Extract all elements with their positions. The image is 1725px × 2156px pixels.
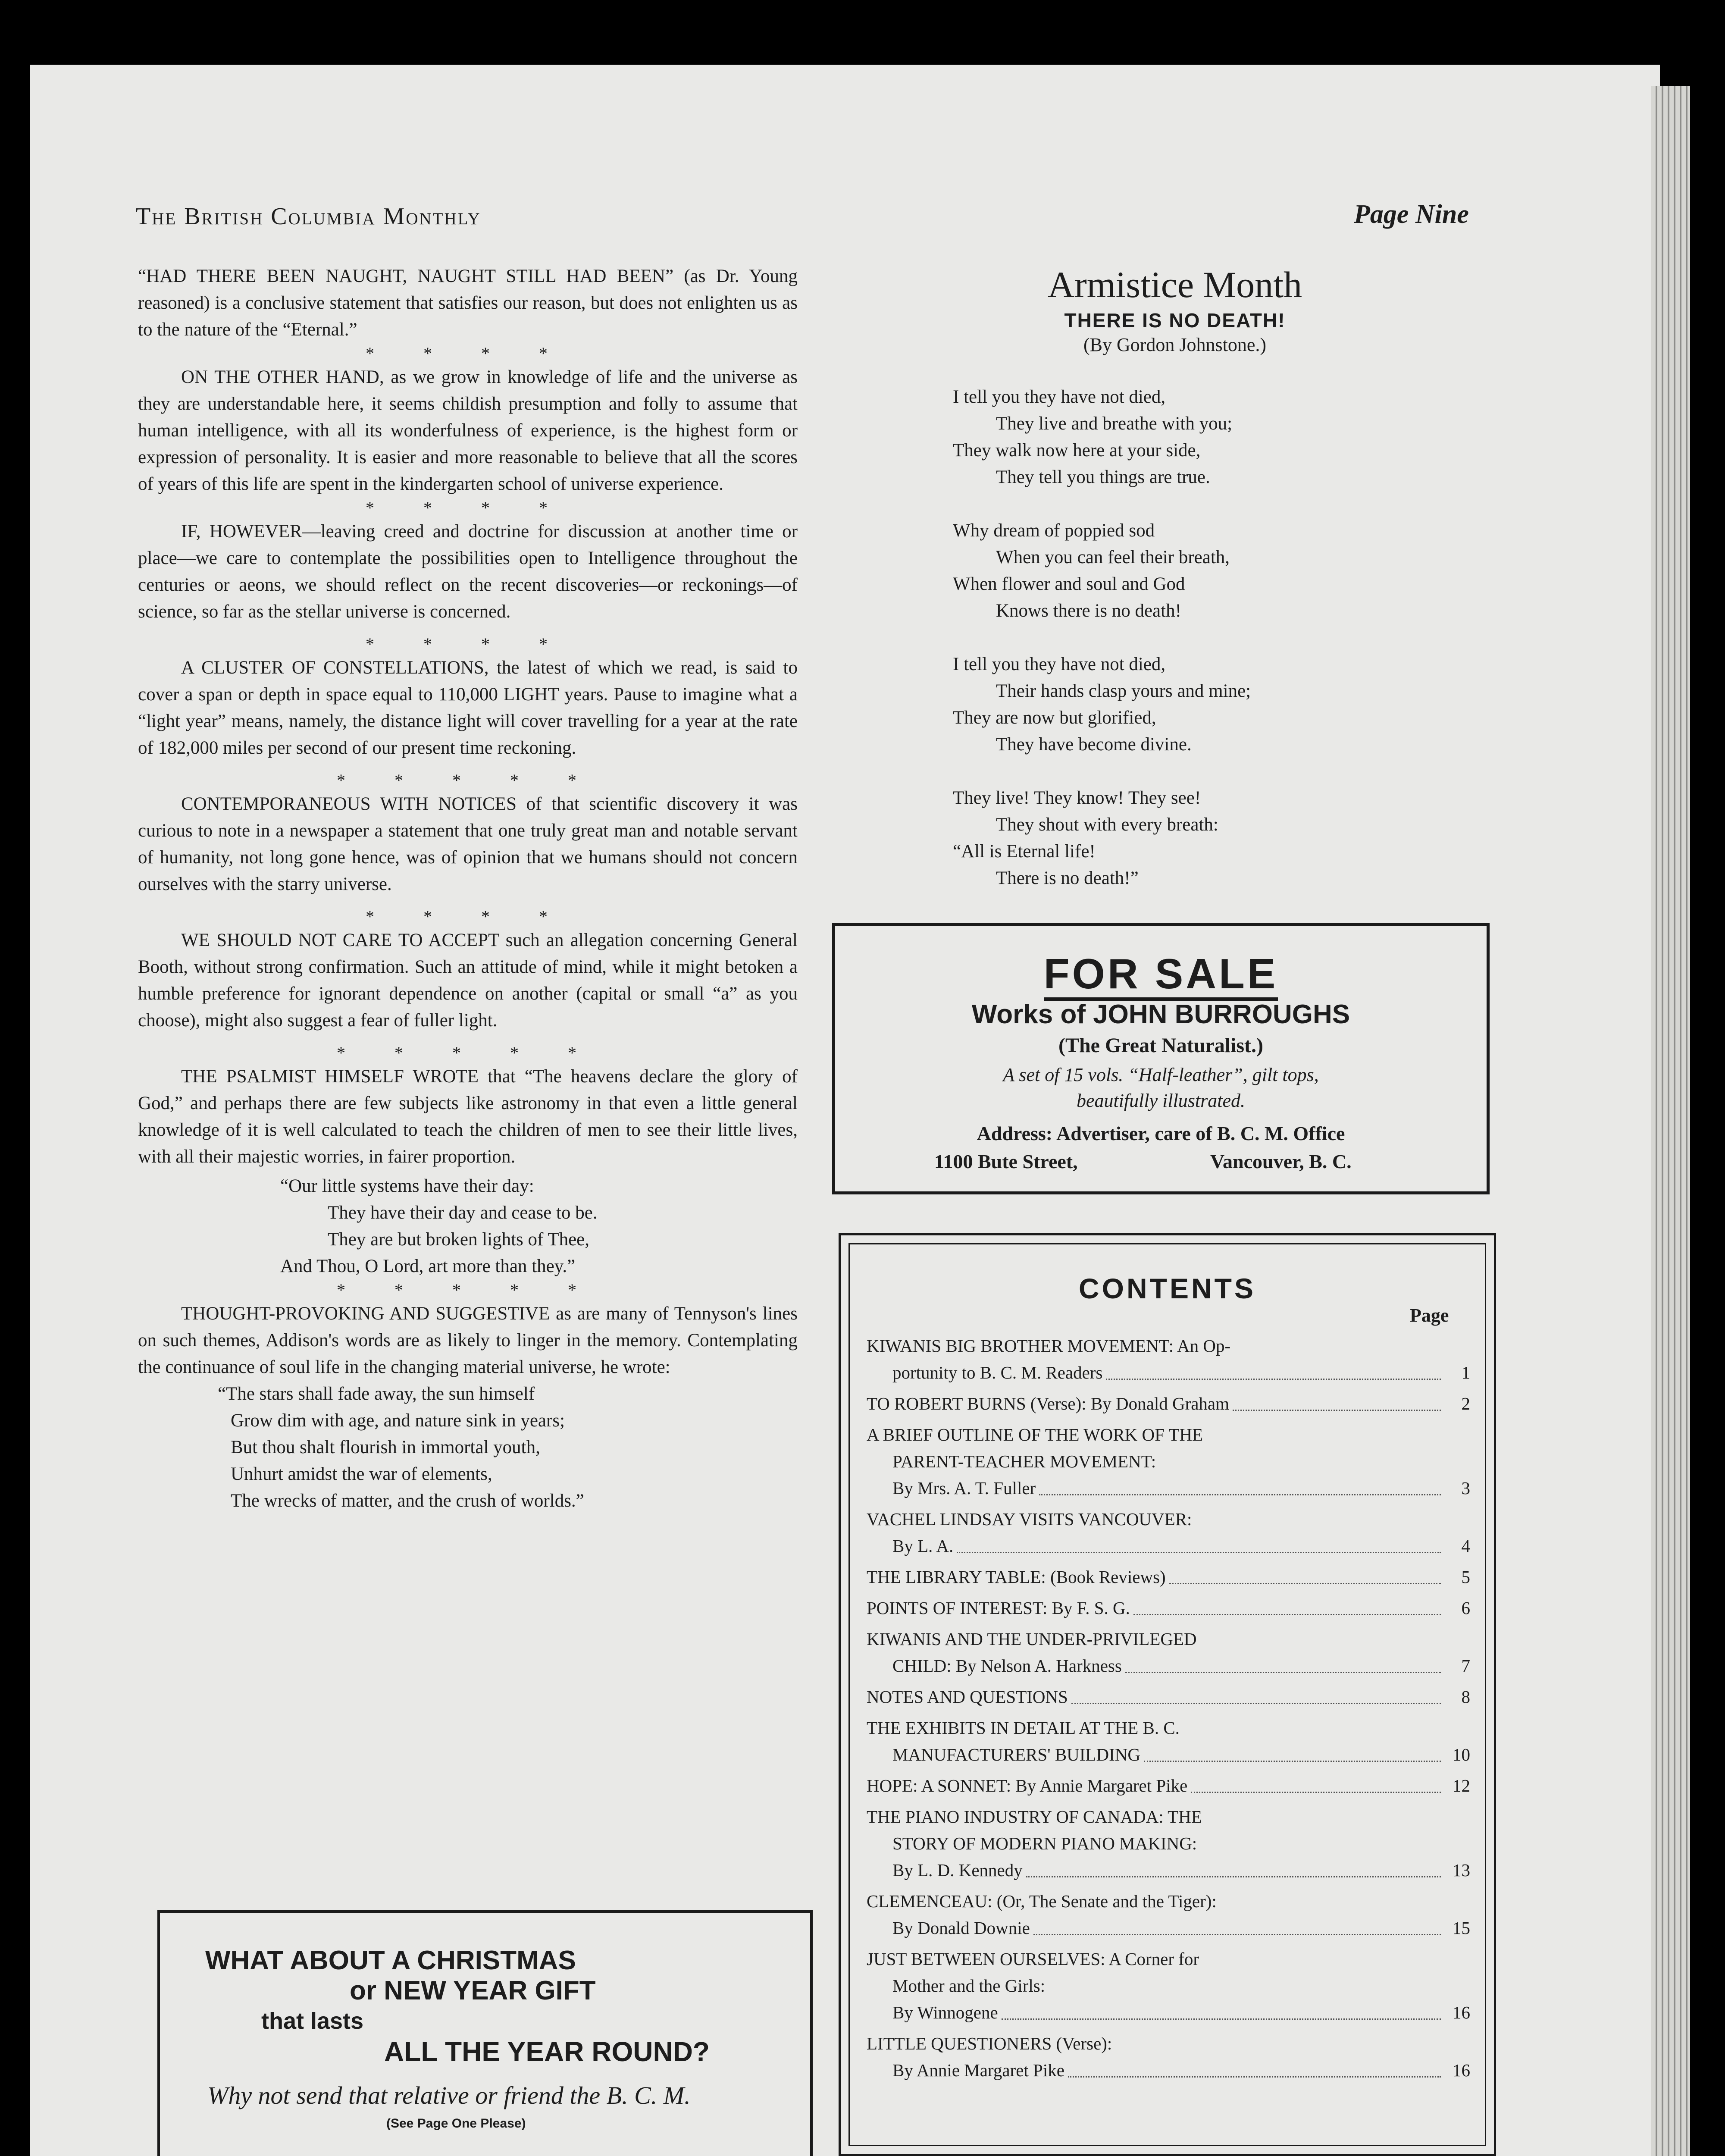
- contents-entry-line: VACHEL LINDSAY VISITS VANCOUVER:: [867, 1509, 1192, 1529]
- paragraph: A CLUSTER OF CONSTELLATIONS, the latest of which we read, is said to cover a span or depth in space equal to 110,000 LIGHT years. Pause to imagine what a “light year” means, namely, the distance light will cover travelling for a year at the rate of 182,000 miles per second of our present time reckoning.: [138, 658, 798, 758]
- separator: * * * *: [366, 907, 570, 926]
- contents-page-number: 16: [1453, 2060, 1470, 2080]
- gift-ad-line: that lasts: [261, 2008, 364, 2034]
- contents-entry-line: PARENT-TEACHER MOVEMENT:: [892, 1451, 1156, 1471]
- paragraph: “HAD THERE BEEN NAUGHT, NAUGHT STILL HAD BEEN” (as Dr. Young reasoned) is a conclusive statement that satisfies our reason, but does not enlighten us as to the nature of the “Eternal.”: [138, 266, 798, 340]
- poem-line: They live and breathe with you;: [996, 414, 1233, 434]
- poem-line: I tell you they have not died,: [953, 654, 1166, 674]
- for-sale-line: Works of JOHN BURROUGHS: [971, 1000, 1350, 1029]
- contents-entry: [867, 1772, 1470, 1799]
- contents-list: [867, 1332, 1470, 2088]
- verse-line: “Our little systems have their day:: [280, 1176, 534, 1196]
- contents-entry: [867, 1564, 1470, 1590]
- dot-leader: [1144, 1761, 1441, 1762]
- gift-ad-line: WHAT ABOUT A CHRISTMAS: [205, 1946, 576, 1975]
- dot-leader: [1133, 1614, 1441, 1615]
- contents-entry-line: NOTES AND QUESTIONS: [867, 1687, 1068, 1707]
- contents-entry: [867, 1626, 1470, 1679]
- contents-entry-line: CHILD: By Nelson A. Harkness: [892, 1656, 1122, 1676]
- dot-leader: [957, 1552, 1441, 1553]
- paragraph: WE SHOULD NOT CARE TO ACCEPT such an allegation concerning General Booth, without strong confirmation. Such an attitude of mind, while it might betoken a humble preference for ignorant dependence on another (capital or small “a” as you choose), might also suggest a fear of fuller light.: [138, 930, 798, 1031]
- contents-entry-line: LITTLE QUESTIONERS (Verse):: [867, 2034, 1112, 2053]
- contents-entry-line: STORY OF MODERN PIANO MAKING:: [892, 1833, 1197, 1853]
- contents-entry: [867, 1888, 1470, 1941]
- contents-entry-line: By L. A.: [892, 1536, 954, 1556]
- verse-line: And Thou, O Lord, art more than they.”: [280, 1256, 576, 1276]
- contents-entry-line: By Annie Margaret Pike: [892, 2060, 1064, 2080]
- contents-entry-line: THE EXHIBITS IN DETAIL AT THE B. C.: [867, 1718, 1180, 1738]
- contents-entry: [867, 2030, 1470, 2084]
- dot-leader: [1106, 1379, 1441, 1380]
- gift-ad-line: (See Page One Please): [386, 2116, 526, 2131]
- verse-line: “The stars shall fade away, the sun himself: [218, 1384, 535, 1404]
- poem-line: They walk now here at your side,: [953, 440, 1201, 461]
- contents-entry-line: JUST BETWEEN OURSELVES: A Corner for: [867, 1949, 1199, 1969]
- contents-entry: [867, 1506, 1470, 1559]
- poem-line: When flower and soul and God: [953, 574, 1185, 594]
- contents-page-number: 6: [1461, 1598, 1470, 1618]
- dot-leader: [1169, 1583, 1441, 1584]
- gift-ad-line: Why not send that relative or friend the B. C. M.: [207, 2081, 691, 2109]
- contents-entry: [867, 1332, 1470, 1386]
- contents-page-number: 3: [1461, 1478, 1470, 1498]
- contents-entry: [867, 1595, 1470, 1621]
- contents-page-number: 2: [1461, 1394, 1470, 1413]
- page-number: Page Nine: [1354, 200, 1469, 229]
- gift-ad-line: ALL THE YEAR ROUND?: [384, 2036, 710, 2067]
- paragraph: CONTEMPORANEOUS WITH NOTICES of that scientific discovery it was curious to note in a newspaper a statement that one truly great man and notable servant of humanity, not long gone hence, was of opinion that we humans should not concern ourselves with the starry universe.: [138, 794, 798, 894]
- contents-entry: [867, 1714, 1470, 1768]
- contents-page-number: 16: [1453, 2002, 1470, 2022]
- contents-page-number: 10: [1453, 1745, 1470, 1764]
- dot-leader: [1039, 1494, 1441, 1495]
- separator: * * * *: [366, 344, 570, 363]
- contents-page-number: 13: [1453, 1860, 1470, 1880]
- for-sale-ad: [832, 923, 1490, 1194]
- gift-ad: [157, 1910, 813, 2156]
- verse-line: Grow dim with age, and nature sink in years;: [231, 1410, 565, 1431]
- poem-line: Their hands clasp yours and mine;: [996, 681, 1251, 701]
- dot-leader: [1125, 1672, 1441, 1673]
- dot-leader: [1068, 2076, 1441, 2078]
- contents-page-number: 4: [1461, 1536, 1470, 1556]
- contents-page-number: 5: [1461, 1567, 1470, 1587]
- dot-leader: [1233, 1410, 1441, 1411]
- contents-entry-line: By L. D. Kennedy: [892, 1860, 1023, 1880]
- contents-entry: [867, 1803, 1470, 1883]
- separator: * * * * *: [337, 1043, 599, 1062]
- for-sale-line: 1100 Bute Street,: [934, 1150, 1078, 1172]
- for-sale-line: (The Great Naturalist.): [1058, 1034, 1264, 1057]
- contents-entry-line: THE LIBRARY TABLE: (Book Reviews): [867, 1567, 1166, 1587]
- contents-entry: [867, 1421, 1470, 1501]
- contents-entry-line: portunity to B. C. M. Readers: [892, 1363, 1103, 1382]
- poem-line: Knows there is no death!: [996, 601, 1181, 621]
- poem-line: When you can feel their breath,: [996, 547, 1230, 567]
- separator: * * * * *: [337, 771, 599, 790]
- contents-entry-line: KIWANIS AND THE UNDER-PRIVILEGED: [867, 1629, 1197, 1649]
- paragraph: ON THE OTHER HAND, as we grow in knowledge of life and the universe as they are understandable here, it seems childish presumption and folly to assume that human intelligence, with all its wonderfulness of experience, is the highest form or expression of personality. It is easier and more reasonable to believe that all the scores of years of this life are spent in the kindergarten school of universe experience.: [138, 367, 798, 494]
- tennyson-verse: [138, 1173, 798, 1280]
- contents-page-number: 15: [1453, 1918, 1470, 1938]
- for-sale-line: A set of 15 vols. “Half-leather”, gilt tops,: [1003, 1064, 1319, 1085]
- for-sale-line: Vancouver, B. C.: [1210, 1150, 1352, 1172]
- poem-line: There is no death!”: [996, 868, 1139, 888]
- contents-page-number: 1: [1461, 1363, 1470, 1382]
- armistice-poem: [953, 384, 1449, 892]
- poem-heading: Armistice Month: [1048, 264, 1302, 305]
- contents-entry-line: By Donald Downie: [892, 1918, 1030, 1938]
- poem-line: They tell you things are true.: [996, 467, 1210, 487]
- poem-author: (By Gordon Johnstone.): [1083, 334, 1267, 355]
- poem-line: They are now but glorified,: [953, 708, 1156, 728]
- verse-line: Unhurt amidst the war of elements,: [231, 1464, 492, 1484]
- separator: * * * *: [366, 634, 570, 654]
- verse-line: They are but broken lights of Thee,: [328, 1229, 589, 1250]
- contents-title: CONTENTS: [1079, 1272, 1256, 1304]
- gift-ad-line: or NEW YEAR GIFT: [350, 1976, 596, 2006]
- separator: * * * * *: [337, 1280, 599, 1300]
- left-column: [138, 263, 798, 1514]
- contents-entry-line: A BRIEF OUTLINE OF THE WORK OF THE: [867, 1425, 1203, 1445]
- contents-entry-line: MANUFACTURERS' BUILDING: [892, 1745, 1140, 1764]
- dot-leader: [1071, 1703, 1441, 1704]
- dot-leader: [1033, 1934, 1441, 1935]
- addison-verse: [138, 1381, 798, 1514]
- poem-title: THERE IS NO DEATH!: [1064, 309, 1286, 332]
- poem-line: They live! They know! They see!: [953, 788, 1201, 808]
- dot-leader: [1191, 1792, 1441, 1793]
- contents-page-number: 8: [1461, 1687, 1470, 1707]
- for-sale-title: FOR SALE: [1044, 950, 1278, 1001]
- poem-line: “All is Eternal life!: [953, 841, 1096, 862]
- verse-line: They have their day and cease to be.: [328, 1203, 598, 1223]
- separator: * * * *: [366, 498, 570, 517]
- for-sale-line: Address: Advertiser, care of B. C. M. Office: [977, 1122, 1345, 1144]
- for-sale-line: beautifully illustrated.: [1076, 1090, 1246, 1111]
- dot-leader: [1026, 1876, 1441, 1877]
- contents-entry: [867, 1683, 1470, 1710]
- contents-entry-line: TO ROBERT BURNS (Verse): By Donald Graham: [867, 1394, 1230, 1413]
- poem-line: Why dream of poppied sod: [953, 520, 1155, 541]
- poem-line: They have become divine.: [996, 734, 1192, 755]
- contents-page-number: 7: [1461, 1656, 1470, 1676]
- journal-title: The British Columbia Monthly: [136, 203, 481, 230]
- contents-entry-line: By Winnogene: [892, 2002, 998, 2022]
- page-edges: [1651, 86, 1690, 2156]
- contents-page-number: 12: [1453, 1776, 1470, 1796]
- contents-entry-line: THE PIANO INDUSTRY OF CANADA: THE: [867, 1807, 1202, 1827]
- verse-line: The wrecks of matter, and the crush of worlds.”: [231, 1491, 584, 1511]
- poem-line: I tell you they have not died,: [953, 387, 1166, 407]
- contents-entry-line: By Mrs. A. T. Fuller: [892, 1478, 1036, 1498]
- contents-entry-line: HOPE: A SONNET: By Annie Margaret Pike: [867, 1776, 1188, 1796]
- contents-entry-line: Mother and the Girls:: [892, 1976, 1046, 1996]
- contents-entry-line: CLEMENCEAU: (Or, The Senate and the Tiger):: [867, 1891, 1217, 1911]
- contents-entry-line: KIWANIS BIG BROTHER MOVEMENT: An Op-: [867, 1336, 1231, 1356]
- paragraph: THE PSALMIST HIMSELF WROTE that “The heavens declare the glory of God,” and perhaps there are few subjects like astronomy in that even a little general knowledge of it is well calculated to teach the children of men to see their little lives, with all their majestic worries, in fairer proportion.: [138, 1066, 798, 1167]
- paragraph: IF, HOWEVER—leaving creed and doctrine for discussion at another time or place—we care to contemplate the possibilities open to Intelligence throughout the centuries or aeons, we should reflect on the recent discoveries—or reckonings—of science, so far as the stellar universe is concerned.: [138, 521, 798, 622]
- contents-page-label: Page: [1410, 1305, 1449, 1326]
- dot-leader: [1002, 2018, 1441, 2020]
- contents-entry: [867, 1390, 1470, 1417]
- contents-entry: [867, 1946, 1470, 2026]
- paragraph: THOUGHT-PROVOKING AND SUGGESTIVE as are many of Tennyson's lines on such themes, Addison's words are as likely to linger in the memory. Contemplating the continuance of soul life in the changing material universe, he wrote:: [138, 1304, 798, 1377]
- contents-entry-line: POINTS OF INTEREST: By F. S. G.: [867, 1598, 1130, 1618]
- poem-line: They shout with every breath:: [996, 815, 1218, 835]
- verse-line: But thou shalt flourish in immortal youth,: [231, 1437, 540, 1457]
